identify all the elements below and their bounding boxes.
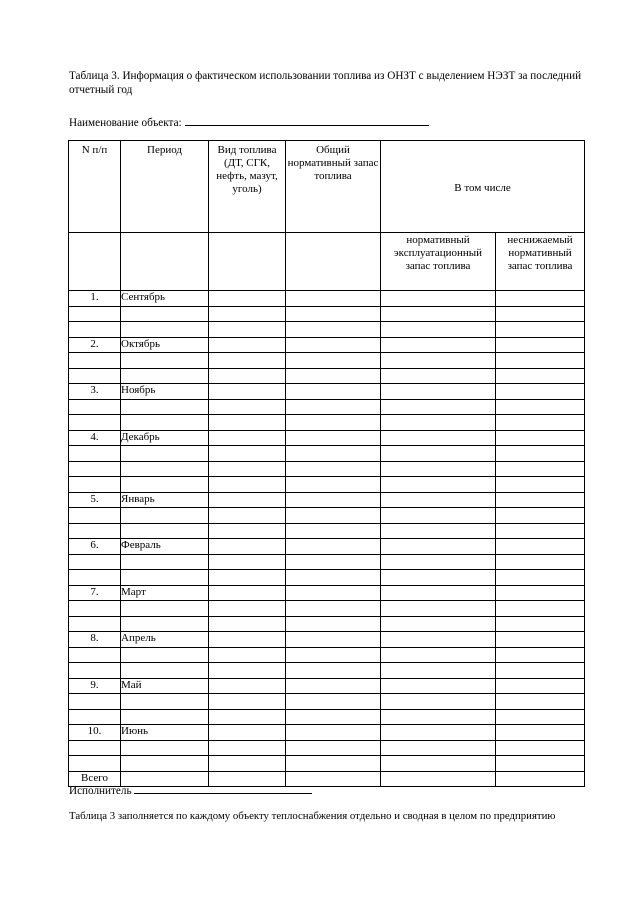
row-period-cell	[121, 709, 209, 725]
month-subrow	[69, 306, 585, 322]
non-reducible-reserve-cell[interactable]	[496, 461, 585, 477]
row-num-cell	[69, 399, 121, 415]
total-reserve-cell[interactable]	[286, 353, 381, 369]
total-non-reducible-cell[interactable]	[496, 771, 585, 787]
row-period-cell: Июнь	[121, 725, 209, 741]
fuel-type-cell[interactable]	[209, 461, 286, 477]
total-reserve-cell[interactable]	[286, 601, 381, 617]
row-period-cell	[121, 322, 209, 338]
non-reducible-reserve-cell[interactable]	[496, 430, 585, 446]
operational-reserve-cell[interactable]	[381, 384, 496, 400]
operational-reserve-cell[interactable]	[381, 678, 496, 694]
non-reducible-reserve-cell[interactable]	[496, 585, 585, 601]
operational-reserve-cell[interactable]	[381, 337, 496, 353]
row-period-cell: Декабрь	[121, 430, 209, 446]
month-subrow	[69, 694, 585, 710]
executor-line	[69, 783, 312, 797]
month-row	[69, 539, 585, 555]
non-reducible-reserve-cell[interactable]	[496, 384, 585, 400]
month-subrow	[69, 570, 585, 586]
executor-field[interactable]	[134, 783, 312, 794]
month-subrow	[69, 415, 585, 431]
row-period-cell	[121, 694, 209, 710]
non-reducible-reserve-cell[interactable]	[496, 632, 585, 648]
month-subrow	[69, 756, 585, 772]
operational-reserve-cell[interactable]	[381, 616, 496, 632]
non-reducible-reserve-cell[interactable]	[496, 694, 585, 710]
row-num-cell: 5.	[69, 492, 121, 508]
operational-reserve-cell[interactable]	[381, 725, 496, 741]
non-reducible-reserve-cell[interactable]	[496, 508, 585, 524]
row-period-cell	[121, 477, 209, 493]
operational-reserve-cell[interactable]	[381, 663, 496, 679]
row-num-cell	[69, 523, 121, 539]
row-period-cell: Январь	[121, 492, 209, 508]
row-num-cell	[69, 601, 121, 617]
total-operational-cell[interactable]	[381, 771, 496, 787]
operational-reserve-cell[interactable]	[381, 632, 496, 648]
fuel-type-cell[interactable]	[209, 446, 286, 462]
non-reducible-reserve-cell[interactable]	[496, 322, 585, 338]
header-blank-num	[69, 233, 121, 291]
total-reserve-cell[interactable]	[286, 709, 381, 725]
total-reserve-cell[interactable]	[286, 663, 381, 679]
non-reducible-reserve-cell[interactable]	[496, 415, 585, 431]
row-period-cell	[121, 353, 209, 369]
fuel-type-cell[interactable]	[209, 740, 286, 756]
total-reserve-cell[interactable]	[286, 322, 381, 338]
row-num-cell: 10.	[69, 725, 121, 741]
non-reducible-reserve-cell[interactable]	[496, 291, 585, 307]
operational-reserve-cell[interactable]	[381, 477, 496, 493]
operational-reserve-cell[interactable]	[381, 446, 496, 462]
total-label-cell: Всего	[69, 771, 121, 787]
month-subrow	[69, 508, 585, 524]
operational-reserve-cell[interactable]	[381, 539, 496, 555]
fuel-type-cell[interactable]	[209, 570, 286, 586]
fuel-type-cell[interactable]	[209, 678, 286, 694]
operational-reserve-cell[interactable]	[381, 554, 496, 570]
non-reducible-reserve-cell[interactable]	[496, 337, 585, 353]
total-reserve-cell[interactable]	[286, 632, 381, 648]
total-reserve-cell[interactable]	[286, 725, 381, 741]
fuel-type-cell[interactable]	[209, 368, 286, 384]
operational-reserve-cell[interactable]	[381, 756, 496, 772]
header-num: N п/п	[69, 141, 121, 233]
header-non-reducible-reserve: неснижаемый нормативный запас топлива	[496, 233, 585, 291]
header-blank-fuel	[209, 233, 286, 291]
fuel-type-cell[interactable]	[209, 477, 286, 493]
fuel-type-cell[interactable]	[209, 709, 286, 725]
operational-reserve-cell[interactable]	[381, 461, 496, 477]
non-reducible-reserve-cell[interactable]	[496, 368, 585, 384]
header-total-reserve: Общий нормативный запас топлива	[286, 141, 381, 233]
fuel-type-cell[interactable]	[209, 554, 286, 570]
total-reserve-cell[interactable]	[286, 337, 381, 353]
row-period-cell: Ноябрь	[121, 384, 209, 400]
fuel-type-cell[interactable]	[209, 415, 286, 431]
row-num-cell	[69, 663, 121, 679]
operational-reserve-cell[interactable]	[381, 647, 496, 663]
month-subrow	[69, 368, 585, 384]
row-period-cell: Май	[121, 678, 209, 694]
total-reserve-cell[interactable]	[286, 570, 381, 586]
row-num-cell	[69, 415, 121, 431]
non-reducible-reserve-cell[interactable]	[496, 725, 585, 741]
fuel-type-cell[interactable]	[209, 322, 286, 338]
operational-reserve-cell[interactable]	[381, 368, 496, 384]
object-name-label: Наименование объекта:	[69, 117, 182, 129]
row-num-cell	[69, 740, 121, 756]
total-reserve-cell[interactable]	[286, 539, 381, 555]
month-row	[69, 632, 585, 648]
total-reserve-cell[interactable]	[286, 430, 381, 446]
row-period-cell	[121, 756, 209, 772]
total-reserve-cell[interactable]	[286, 616, 381, 632]
month-row	[69, 430, 585, 446]
non-reducible-reserve-cell[interactable]	[496, 709, 585, 725]
month-row	[69, 585, 585, 601]
executor-label: Исполнитель	[69, 785, 132, 797]
row-period-cell	[121, 663, 209, 679]
row-period-cell	[121, 508, 209, 524]
non-reducible-reserve-cell[interactable]	[496, 678, 585, 694]
total-reserve-cell[interactable]	[286, 756, 381, 772]
row-num-cell: 4.	[69, 430, 121, 446]
total-reserve-cell[interactable]	[286, 554, 381, 570]
row-period-cell	[121, 647, 209, 663]
non-reducible-reserve-cell[interactable]	[496, 306, 585, 322]
operational-reserve-cell[interactable]	[381, 306, 496, 322]
total-reserve-cell[interactable]	[286, 492, 381, 508]
operational-reserve-cell[interactable]	[381, 430, 496, 446]
row-num-cell: 2.	[69, 337, 121, 353]
row-period-cell	[121, 554, 209, 570]
operational-reserve-cell[interactable]	[381, 353, 496, 369]
header-blank-period	[121, 233, 209, 291]
row-period-cell: Февраль	[121, 539, 209, 555]
header-fuel-type: Вид топлива (ДТ, СГК, нефть, мазут, уголь)	[209, 141, 286, 233]
table-body	[69, 291, 585, 787]
row-period-cell: Март	[121, 585, 209, 601]
total-reserve-cell[interactable]	[286, 368, 381, 384]
row-num-cell	[69, 306, 121, 322]
total-reserve-cell[interactable]	[286, 446, 381, 462]
row-num-cell	[69, 322, 121, 338]
total-reserve-cell[interactable]	[286, 585, 381, 601]
non-reducible-reserve-cell[interactable]	[496, 554, 585, 570]
fuel-type-cell[interactable]	[209, 663, 286, 679]
row-num-cell	[69, 570, 121, 586]
row-num-cell	[69, 756, 121, 772]
row-num-cell: 1.	[69, 291, 121, 307]
non-reducible-reserve-cell[interactable]	[496, 492, 585, 508]
non-reducible-reserve-cell[interactable]	[496, 477, 585, 493]
row-num-cell	[69, 616, 121, 632]
fuel-type-cell[interactable]	[209, 647, 286, 663]
month-subrow	[69, 523, 585, 539]
total-reserve-cell[interactable]	[286, 306, 381, 322]
operational-reserve-cell[interactable]	[381, 399, 496, 415]
total-reserve-cell[interactable]	[286, 415, 381, 431]
non-reducible-reserve-cell[interactable]	[496, 756, 585, 772]
total-reserve-cell[interactable]	[286, 740, 381, 756]
month-subrow	[69, 616, 585, 632]
month-subrow	[69, 399, 585, 415]
operational-reserve-cell[interactable]	[381, 694, 496, 710]
fuel-type-cell[interactable]	[209, 306, 286, 322]
total-reserve-cell[interactable]	[286, 523, 381, 539]
row-num-cell: 3.	[69, 384, 121, 400]
total-reserve-cell[interactable]	[286, 399, 381, 415]
row-period-cell	[121, 399, 209, 415]
row-period-cell	[121, 616, 209, 632]
month-row	[69, 291, 585, 307]
non-reducible-reserve-cell[interactable]	[496, 446, 585, 462]
operational-reserve-cell[interactable]	[381, 508, 496, 524]
row-period-cell: Апрель	[121, 632, 209, 648]
operational-reserve-cell[interactable]	[381, 740, 496, 756]
month-subrow	[69, 322, 585, 338]
month-subrow	[69, 647, 585, 663]
footnote: Таблица 3 заполняется по каждому объекту теплоснабжения отдельно и сводная в целом по предприятию	[69, 810, 556, 822]
month-row	[69, 384, 585, 400]
fuel-type-cell[interactable]	[209, 585, 286, 601]
fuel-type-cell[interactable]	[209, 508, 286, 524]
month-subrow	[69, 663, 585, 679]
month-subrow	[69, 461, 585, 477]
fuel-type-cell[interactable]	[209, 492, 286, 508]
row-period-cell	[121, 368, 209, 384]
total-reserve-cell[interactable]	[286, 647, 381, 663]
month-subrow	[69, 740, 585, 756]
operational-reserve-cell[interactable]	[381, 291, 496, 307]
fuel-usage-table	[68, 140, 585, 787]
table-title: Таблица 3. Информация о фактическом использовании топлива из ОНЗТ с выделением НЭЗТ за последний отчетный год	[69, 70, 582, 96]
fuel-type-cell[interactable]	[209, 430, 286, 446]
total-reserve-cell[interactable]	[286, 477, 381, 493]
total-reserve-cell[interactable]	[286, 694, 381, 710]
total-reserve-cell[interactable]	[286, 508, 381, 524]
non-reducible-reserve-cell[interactable]	[496, 539, 585, 555]
header-blank-total	[286, 233, 381, 291]
non-reducible-reserve-cell[interactable]	[496, 601, 585, 617]
non-reducible-reserve-cell[interactable]	[496, 399, 585, 415]
row-num-cell: 7.	[69, 585, 121, 601]
row-period-cell	[121, 306, 209, 322]
row-num-cell	[69, 353, 121, 369]
row-num-cell	[69, 477, 121, 493]
row-period-cell: Сентябрь	[121, 291, 209, 307]
row-num-cell	[69, 709, 121, 725]
row-num-cell	[69, 508, 121, 524]
row-num-cell	[69, 461, 121, 477]
header-operational-reserve: нормативный эксплуатационный запас топлива	[381, 233, 496, 291]
non-reducible-reserve-cell[interactable]	[496, 570, 585, 586]
header-period: Период	[121, 141, 209, 233]
row-period-cell: Октябрь	[121, 337, 209, 353]
non-reducible-reserve-cell[interactable]	[496, 523, 585, 539]
operational-reserve-cell[interactable]	[381, 492, 496, 508]
row-num-cell	[69, 694, 121, 710]
operational-reserve-cell[interactable]	[381, 322, 496, 338]
month-row	[69, 725, 585, 741]
month-row	[69, 337, 585, 353]
row-num-cell	[69, 647, 121, 663]
header-including: В том числе	[381, 141, 585, 233]
month-subrow	[69, 353, 585, 369]
operational-reserve-cell[interactable]	[381, 523, 496, 539]
fuel-type-cell[interactable]	[209, 523, 286, 539]
operational-reserve-cell[interactable]	[381, 585, 496, 601]
fuel-type-cell[interactable]	[209, 756, 286, 772]
fuel-type-cell[interactable]	[209, 399, 286, 415]
total-reserve-cell[interactable]	[286, 291, 381, 307]
row-period-cell	[121, 601, 209, 617]
operational-reserve-cell[interactable]	[381, 601, 496, 617]
row-period-cell	[121, 740, 209, 756]
row-period-cell	[121, 461, 209, 477]
month-subrow	[69, 446, 585, 462]
month-subrow	[69, 709, 585, 725]
total-reserve-cell[interactable]	[286, 384, 381, 400]
row-num-cell: 8.	[69, 632, 121, 648]
fuel-type-cell[interactable]	[209, 353, 286, 369]
row-num-cell	[69, 554, 121, 570]
non-reducible-reserve-cell[interactable]	[496, 663, 585, 679]
fuel-type-cell[interactable]	[209, 384, 286, 400]
month-subrow	[69, 554, 585, 570]
object-name-line	[69, 115, 429, 129]
row-period-cell	[121, 523, 209, 539]
fuel-type-cell[interactable]	[209, 337, 286, 353]
total-reserve-cell[interactable]	[286, 461, 381, 477]
non-reducible-reserve-cell[interactable]	[496, 616, 585, 632]
operational-reserve-cell[interactable]	[381, 709, 496, 725]
fuel-type-cell[interactable]	[209, 601, 286, 617]
fuel-type-cell[interactable]	[209, 616, 286, 632]
row-period-cell	[121, 570, 209, 586]
month-row	[69, 492, 585, 508]
non-reducible-reserve-cell[interactable]	[496, 353, 585, 369]
total-reserve-cell[interactable]	[286, 678, 381, 694]
month-subrow	[69, 601, 585, 617]
month-row	[69, 678, 585, 694]
fuel-type-cell[interactable]	[209, 539, 286, 555]
non-reducible-reserve-cell[interactable]	[496, 740, 585, 756]
object-name-field[interactable]	[185, 115, 429, 126]
fuel-type-cell[interactable]	[209, 694, 286, 710]
row-num-cell	[69, 368, 121, 384]
fuel-type-cell[interactable]	[209, 725, 286, 741]
fuel-type-cell[interactable]	[209, 291, 286, 307]
operational-reserve-cell[interactable]	[381, 415, 496, 431]
non-reducible-reserve-cell[interactable]	[496, 647, 585, 663]
operational-reserve-cell[interactable]	[381, 570, 496, 586]
fuel-type-cell[interactable]	[209, 632, 286, 648]
row-period-cell	[121, 415, 209, 431]
month-subrow	[69, 477, 585, 493]
row-num-cell: 9.	[69, 678, 121, 694]
row-num-cell	[69, 446, 121, 462]
row-num-cell: 6.	[69, 539, 121, 555]
row-period-cell	[121, 446, 209, 462]
